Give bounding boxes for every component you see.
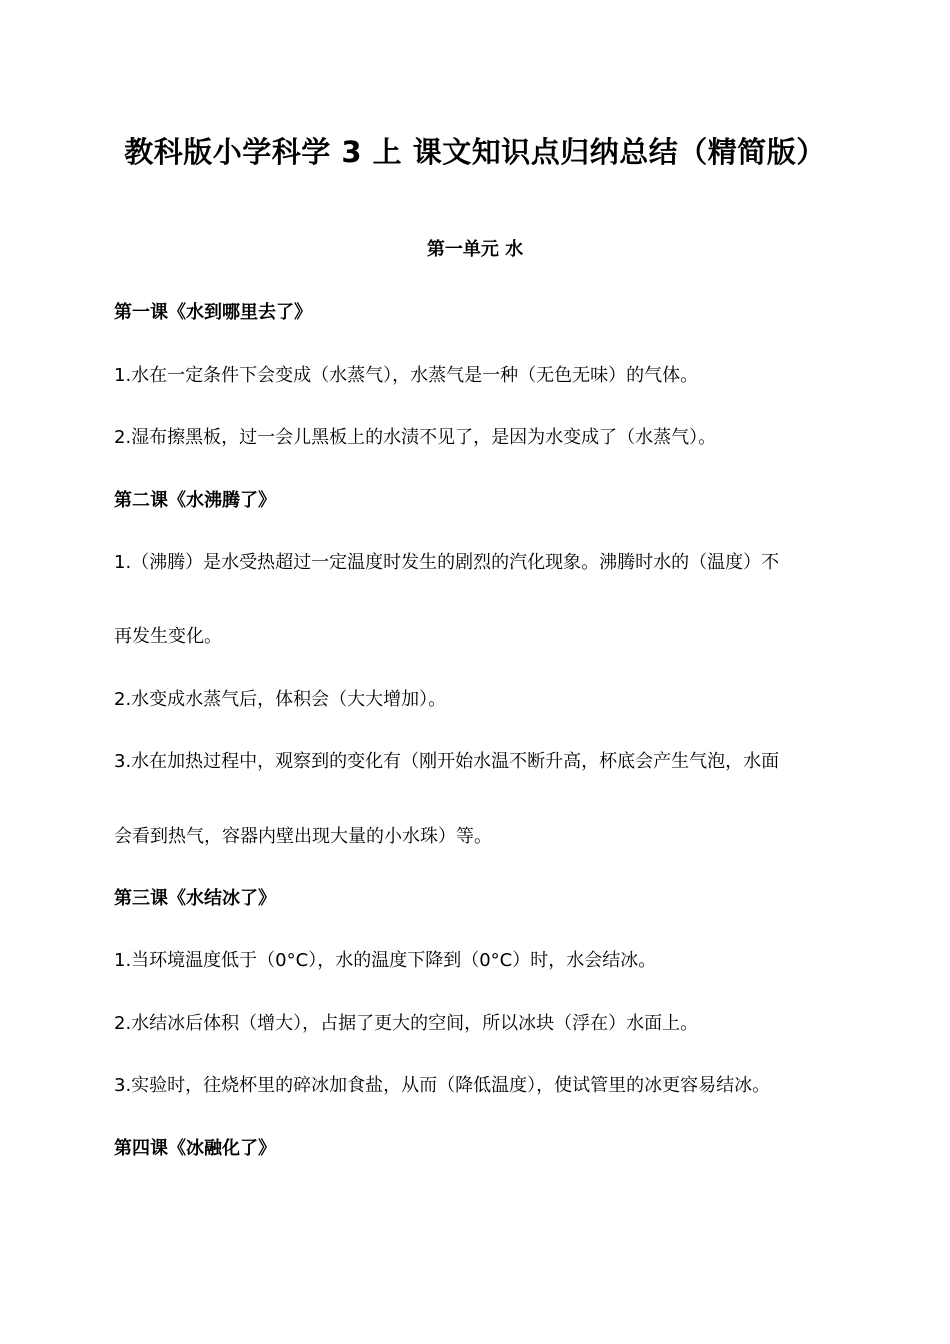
lesson-3-line-2: 2.水结冰后体积（增大），占据了更大的空间，所以冰块（浮在）水面上。 bbox=[114, 1013, 699, 1034]
lesson-3-line-3: 3.实验时，往烧杯里的碎冰加食盐，从而（降低温度），使试管里的冰更容易结冰。 bbox=[114, 1075, 771, 1096]
lesson-1-line-1: 1.水在一定条件下会变成（水蒸气），水蒸气是一种（无色无味）的气体。 bbox=[114, 365, 699, 386]
lesson-2-line-1: 1.（沸腾）是水受热超过一定温度时发生的剧烈的汽化现象。沸腾时水的（温度）不 bbox=[114, 552, 780, 573]
lesson-2-line-4: 3.水在加热过程中，观察到的变化有（刚开始水温不断升高，杯底会产生气泡，水面 bbox=[114, 751, 780, 772]
lesson-2-line-2: 再发生变化。 bbox=[114, 626, 222, 647]
document-title: 教科版小学科学 3 上 课文知识点归纳总结（精简版） bbox=[124, 135, 826, 169]
lesson-heading-4: 第四课《冰融化了》 bbox=[114, 1138, 276, 1159]
lesson-2-line-3: 2.水变成水蒸气后，体积会（大大增加）。 bbox=[114, 689, 447, 710]
lesson-heading-1: 第一课《水到哪里去了》 bbox=[114, 302, 312, 323]
lesson-heading-2: 第二课《水沸腾了》 bbox=[114, 490, 276, 511]
lesson-2-line-5: 会看到热气，容器内壁出现大量的小水珠）等。 bbox=[114, 826, 492, 847]
lesson-heading-3: 第三课《水结冰了》 bbox=[114, 888, 276, 909]
lesson-1-line-2: 2.湿布擦黑板，过一会儿黑板上的水渍不见了，是因为水变成了（水蒸气）。 bbox=[114, 427, 717, 448]
unit-title: 第一单元 水 bbox=[426, 239, 524, 260]
lesson-3-line-1: 1.当环境温度低于（0°C），水的温度下降到（0°C）时，水会结冰。 bbox=[114, 950, 657, 971]
